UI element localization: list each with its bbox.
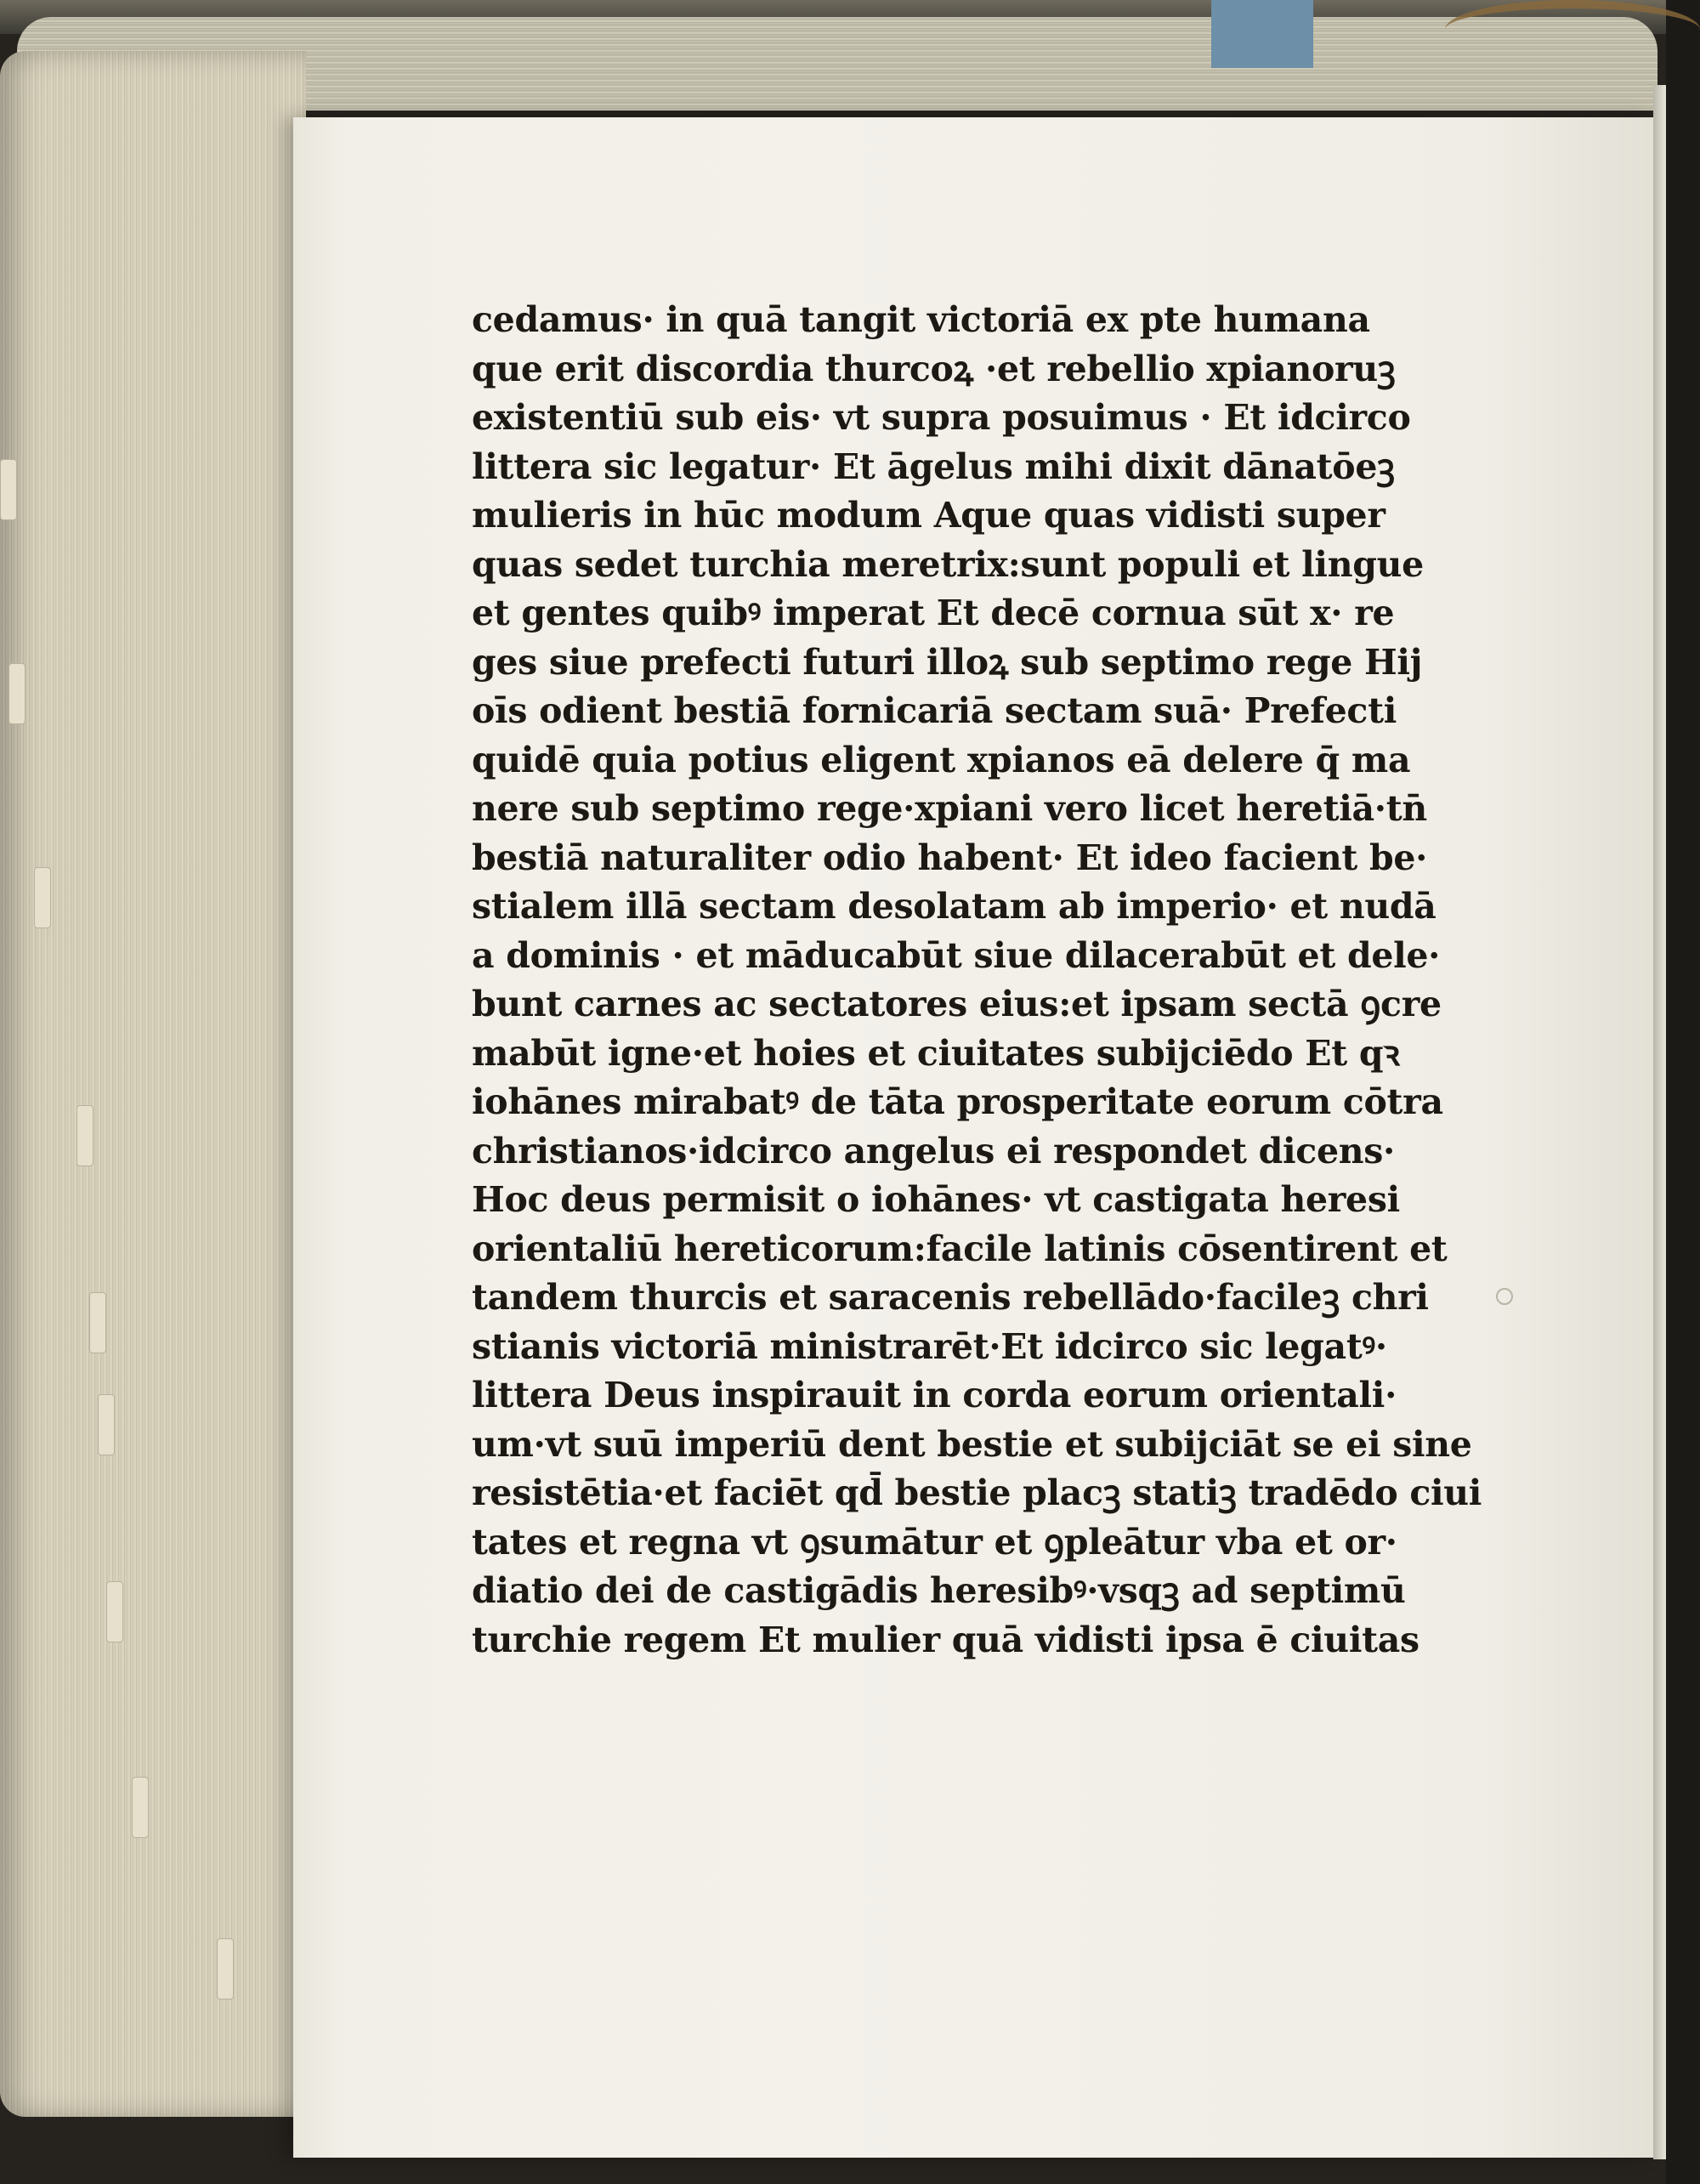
text-line: bunt carnes ac sectatores eius:et ipsam sectā ꝯcre	[472, 984, 1442, 1024]
edge-tab	[34, 867, 51, 928]
text-line: quidē quia potius eligent xpianos eā delere q̄ ma	[472, 739, 1411, 780]
bookmark-ribbon	[1211, 0, 1313, 68]
edge-tab	[98, 1394, 115, 1455]
text-line: tandem thurcis et saracenis rebellādo·facileꝫ chri	[472, 1277, 1429, 1318]
text-line: resistētia·et faciēt qd̄ bestie placꝫ statiꝫ tradēdo ciui	[472, 1472, 1482, 1513]
text-line: oīs odient bestiā fornicariā sectam suā· Prefecti	[472, 690, 1397, 731]
text-line: quas sedet turchia meretrix:sunt populi et lingue	[472, 543, 1424, 585]
edge-tab	[132, 1777, 149, 1838]
text-line: ges siue prefecti futuri illoꝝ sub septimo rege Hij	[472, 641, 1423, 683]
edge-tab	[217, 1938, 234, 2000]
text-line: a dominis · et māducabūt siue dilacerabūt et dele·	[472, 934, 1441, 976]
edge-tab	[0, 459, 17, 520]
text-line: et gentes quibꝰ imperat Et decē cornua sūt x· re	[472, 593, 1395, 633]
text-line: iohānes mirabatꝰ de tāta prosperitate eorum cōtra	[472, 1081, 1443, 1122]
text-line: turchie regem Et mulier quā vidisti ipsa ē ciuitas	[472, 1619, 1420, 1660]
margin-mark	[1496, 1288, 1513, 1305]
text-line: littera sic legatur· Et āgelus mihi dixit dānatōeꝫ	[472, 445, 1395, 487]
text-line: bestiā naturaliter odio habent· Et ideo facient be·	[472, 837, 1428, 878]
text-line: existentiū sub eis· vt supra posuimus · Et idcirco	[472, 397, 1411, 438]
text-line: diatio dei de castigādis heresibꝰ·vsqꝫ ad septimū	[472, 1570, 1406, 1611]
text-line: stialem illā sectam desolatam ab imperio· et nudā	[472, 886, 1436, 927]
text-line: littera Deus inspirauit in corda eorum orientali·	[472, 1375, 1397, 1415]
text-line: um·vt suū imperiū dent bestie et subijciāt se ei sine	[472, 1423, 1472, 1465]
text-line: Hoc deus permisit o iohānes· vt castigata heresi	[472, 1179, 1400, 1220]
edge-tab	[89, 1292, 106, 1353]
edge-tab	[8, 663, 26, 724]
backdrop-right	[1666, 0, 1700, 2184]
text-line: orientaliū hereticorum:facile latinis cōsentirent et	[472, 1228, 1448, 1269]
text-block	[472, 296, 1504, 1665]
text-line: que erit discordia thurcoꝝ ·et rebellio xpianoruꝫ	[472, 348, 1396, 389]
edge-tab	[76, 1105, 94, 1166]
text-line: stianis victoriā ministrarēt·Et idcirco sic legatꝰ·	[472, 1325, 1387, 1367]
text-line: cedamus· in quā tangit victoriā ex pte humana	[472, 299, 1370, 340]
facing-page-edge	[1653, 85, 1666, 2159]
text-line: nere sub septimo rege·xpiani vero licet heretiā·tn̄	[472, 788, 1427, 829]
edge-tab	[106, 1581, 123, 1642]
text-line: mabūt igne·et hoies et ciuitates subijciēdo Et qꝛ	[472, 1032, 1400, 1074]
text-line: mulieris in hūc modum Aque quas vidisti super	[472, 495, 1386, 536]
text-line: tates et regna vt ꝯsumātur et ꝯpleātur vba et or·	[472, 1521, 1397, 1563]
text-line: christianos·idcirco angelus ei respondet dicens·	[472, 1130, 1396, 1171]
page-edges-left	[0, 51, 306, 2117]
bookmark-cord	[1445, 0, 1700, 60]
